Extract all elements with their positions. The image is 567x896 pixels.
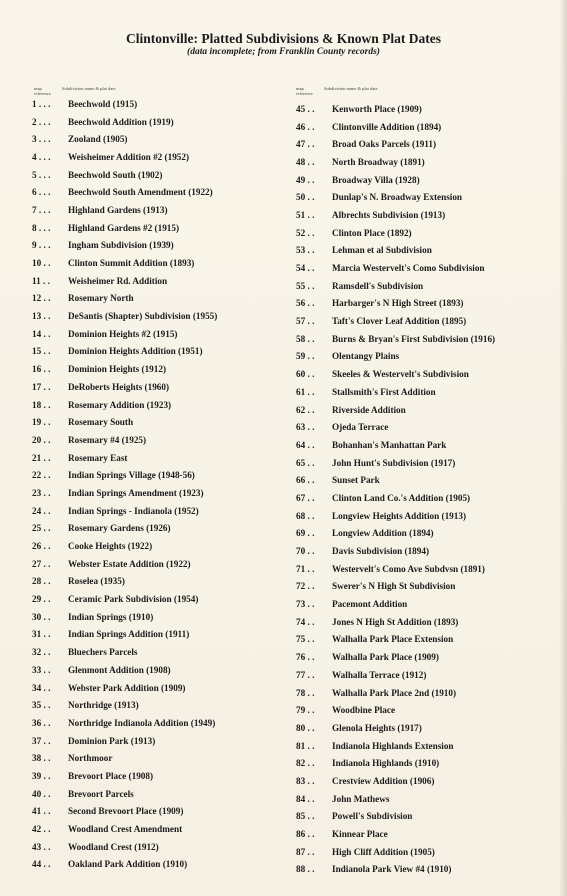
map-reference-number: 45 . . [296,103,315,114]
map-reference-number: 71 . . [296,563,315,574]
map-reference-number: 3 . . . [32,134,51,145]
list-item [296,206,495,224]
subdivision-name: Broad Oaks Parcels (1911) [332,139,437,150]
map-reference-number: 21 . . [32,452,51,463]
list-item [296,754,495,772]
map-reference-number: 47 . . [296,139,315,150]
left-name-label: Subdivision name & plat date [62,86,116,91]
map-reference-number: 14 . . [32,328,51,339]
map-reference-number: 62 . . [296,404,315,415]
map-reference-number: 63 . . [296,422,315,433]
list-item [296,790,495,808]
map-reference-number: 29 . . [32,594,51,605]
subdivision-name: Olentangy Plains [332,351,400,362]
list-item [296,507,495,525]
map-reference-number: 59 . . [296,351,315,362]
map-reference-number: 35 . . [32,700,51,711]
subdivision-name: Ingham Subdivision (1939) [68,240,174,251]
subdivision-name: Beechwold South (1902) [68,169,163,180]
subdivision-name: Clintonville Addition (1894) [332,121,442,132]
list-item [32,732,217,750]
list-item [32,466,217,484]
list-item [296,525,495,543]
map-reference-number: 19 . . [32,417,51,428]
map-reference-number: 72 . . [296,581,315,592]
map-reference-number: 51 . . [296,209,315,220]
list-item [32,148,217,166]
subdivision-name: Clinton Land Co.'s Addition (1905) [332,492,471,503]
list-item [32,396,217,414]
map-reference-number: 61 . . [296,386,315,397]
map-reference-number: 69 . . [296,528,315,539]
right-name-label: Subdivision name & plat date [324,86,378,91]
list-item [32,272,217,290]
map-reference-number: 32 . . [32,647,51,658]
list-item [32,856,217,874]
subdivision-name: Davis Subdivision (1894) [332,546,430,557]
list-item [32,803,217,821]
map-reference-number: 70 . . [296,546,315,557]
map-reference-number: 23 . . [32,487,51,498]
list-item [296,861,495,879]
map-reference-number: 46 . . [296,121,315,132]
list-item [32,325,217,343]
list-item [32,95,217,113]
subdivision-name: Northridge (1913) [68,700,139,711]
list-item [32,679,217,697]
list-item [32,360,217,378]
list-item [296,471,495,489]
subdivision-name: Highland Gardens #2 (1915) [68,222,180,233]
map-reference-number: 87 . . [296,846,315,857]
subdivision-name: Lehman et al Subdivision [332,245,432,256]
subdivision-name: Webster Estate Addition (1922) [68,558,191,569]
map-reference-number: 25 . . [32,523,51,534]
right-subdivision-list [296,100,495,878]
list-item [32,502,217,520]
map-reference-number: 84 . . [296,793,315,804]
subdivision-name: Rosemary East [68,452,128,463]
map-reference-number: 43 . . [32,841,51,852]
subdivision-name: Sunset Park [332,475,380,486]
list-item [296,348,495,366]
subdivision-name: Indianola Highlands (1910) [332,758,440,769]
list-item [32,767,217,785]
map-reference-number: 2 . . . [32,116,51,127]
subdivision-name: Dominion Park (1913) [68,735,156,746]
subdivision-name: Rosemary South [68,417,134,428]
map-reference-number: 7 . . . [32,204,51,215]
subdivision-name: Bohanhan's Manhattan Park [332,439,447,450]
subdivision-name: Longview Heights Addition (1913) [332,510,466,521]
map-reference-number: 33 . . [32,664,51,675]
list-item [32,573,217,591]
subdivision-name: Glenola Heights (1917) [332,722,422,733]
subdivision-name: Woodbine Place [332,705,396,716]
subdivision-name: Clinton Place (1892) [332,227,412,238]
subdivision-name: Stallsmith's First Addition [332,386,436,397]
list-item [296,454,495,472]
subdivision-name: Second Brevoort Place (1909) [68,806,184,817]
list-item [296,719,495,737]
subdivision-name: Dominion Heights Addition (1951) [68,346,203,357]
map-reference-number: 9 . . . [32,240,51,251]
list-item [32,537,217,555]
map-reference-number: 40 . . [32,788,51,799]
subdivision-name: Pacemont Addition [332,599,408,610]
list-item [296,118,495,136]
map-reference-number: 50 . . [296,192,315,203]
list-item [296,135,495,153]
map-reference-number: 24 . . [32,505,51,516]
list-item [32,590,217,608]
subdivision-name: Kenworth Place (1909) [332,103,422,114]
subdivision-name: Clinton Summit Addition (1893) [68,258,195,269]
list-item [32,166,217,184]
subdivision-name: Webster Park Addition (1909) [68,682,186,693]
list-item [32,820,217,838]
list-item [296,542,495,560]
page-subtitle: (data incomplete; from Franklin County records) [187,47,380,57]
list-item [296,666,495,684]
map-reference-number: 85 . . [296,811,315,822]
map-reference-number: 77 . . [296,669,315,680]
subdivision-name: Walhalla Park Place Extension [332,634,454,645]
subdivision-name: Indian Springs (1910) [68,611,154,622]
map-reference-number: 68 . . [296,510,315,521]
map-reference-number: 86 . . [296,829,315,840]
subdivision-name: Beechwold (1915) [68,98,138,109]
map-reference-number: 10 . . [32,258,51,269]
list-item [296,701,495,719]
subdivision-name: Riverside Addition [332,404,406,415]
list-item [32,838,217,856]
subdivision-name: Woodland Crest Amendment [68,824,183,835]
list-item [296,843,495,861]
list-item [32,130,217,148]
subdivision-name: Dominion Heights (1912) [68,364,167,375]
map-reference-number: 57 . . [296,316,315,327]
map-reference-number: 11 . . [32,275,50,286]
map-reference-number: 83 . . [296,775,315,786]
map-reference-number: 79 . . [296,705,315,716]
map-reference-number: 44 . . [32,859,51,870]
subdivision-name: Harbarger's N High Street (1893) [332,298,464,309]
subdivision-name: Cooke Heights (1922) [68,541,153,552]
subdivision-name: Oakland Park Addition (1910) [68,859,188,870]
subdivision-name: Indianola Highlands Extension [332,740,454,751]
list-item [32,449,217,467]
right-column-header [296,86,378,96]
subdivision-name: Rosemary #4 (1925) [68,434,147,445]
map-reference-number: 39 . . [32,770,51,781]
list-item [296,401,495,419]
list-item [296,578,495,596]
map-reference-number: 55 . . [296,280,315,291]
subdivision-name: Rosemary Gardens (1926) [68,523,171,534]
list-item [296,330,495,348]
subdivision-name: Roselea (1935) [68,576,125,587]
list-item [296,171,495,189]
list-item [32,643,217,661]
subdivision-name: Walhalla Park Place (1909) [332,652,439,663]
subdivision-name: Zooland (1905) [68,134,128,145]
subdivision-name: Rosemary Addition (1923) [68,399,172,410]
list-item [296,242,495,260]
subdivision-name: Kinnear Place [332,829,388,840]
map-reference-number: 64 . . [296,439,315,450]
page-edge-shadow [559,0,567,896]
list-item [296,295,495,313]
map-reference-number: 16 . . [32,364,51,375]
map-reference-number: 73 . . [296,599,315,610]
list-item [32,413,217,431]
subdivision-name: Westervelt's Como Ave Subdvsn (1891) [332,563,485,574]
subdivision-name: Dominion Heights #2 (1915) [68,328,178,339]
list-item [296,648,495,666]
map-reference-number: 31 . . [32,629,51,640]
map-reference-number: 30 . . [32,611,51,622]
list-item [32,113,217,131]
map-reference-number: 74 . . [296,616,315,627]
list-item [296,560,495,578]
list-item [296,631,495,649]
map-reference-number: 1 . . . [32,98,51,109]
subdivision-name: Beechwold Addition (1919) [68,116,174,127]
subdivision-name: Ramsdell's Subdivision [332,280,424,291]
subdivision-name: North Broadway (1891) [332,156,425,167]
map-reference-number: 6 . . . [32,187,51,198]
subdivision-name: Longview Addition (1894) [332,528,434,539]
subdivision-name: Northridge Indianola Addition (1949) [68,717,216,728]
subdivision-name: Dunlap's N. Broadway Extension [332,192,463,203]
list-item [296,365,495,383]
map-reference-number: 8 . . . [32,222,51,233]
list-item [32,626,217,644]
map-reference-number: 15 . . [32,346,51,357]
list-item [32,219,217,237]
map-reference-number: 54 . . [296,263,315,274]
list-item [296,808,495,826]
map-reference-number: 58 . . [296,333,315,344]
subdivision-name: Taft's Clover Leaf Addition (1895) [332,316,467,327]
subdivision-name: John Hunt's Subdivision (1917) [332,457,456,468]
subdivision-name: Swerer's N High St Subdivision [332,581,456,592]
subdivision-name: Bluechers Parcels [68,647,138,658]
subdivision-name: Broadway Villa (1928) [332,174,420,185]
list-item [296,772,495,790]
list-item [32,183,217,201]
subdivision-name: DeRoberts Heights (1960) [68,381,170,392]
map-reference-number: 22 . . [32,470,51,481]
subdivision-name: Albrechts Subdivision (1913) [332,209,446,220]
subdivision-name: Indian Springs Village (1948-56) [68,470,195,481]
subdivision-name: Brevoort Place (1908) [68,770,154,781]
map-reference-number: 80 . . [296,722,315,733]
list-item [32,608,217,626]
list-item [32,378,217,396]
subdivision-name: Brevoort Parcels [68,788,134,799]
subdivision-name: Northmoor [68,753,113,764]
map-reference-number: 52 . . [296,227,315,238]
list-item [296,312,495,330]
map-reference-number: 75 . . [296,634,315,645]
map-reference-number: 37 . . [32,735,51,746]
list-item [296,613,495,631]
list-item [296,684,495,702]
map-reference-number: 20 . . [32,434,51,445]
list-item [296,224,495,242]
subdivision-name: Skeeles & Westervelt's Subdivision [332,369,469,380]
map-reference-number: 88 . . [296,864,315,875]
left-subdivision-list [32,95,217,873]
subdivision-name: Indian Springs - Indianola (1952) [68,505,199,516]
list-item [32,696,217,714]
page-title: Clintonville: Platted Subdivisions & Known Plat Dates [125,31,442,46]
list-item [32,555,217,573]
map-reference-number: 12 . . [32,293,51,304]
map-reference-number: 60 . . [296,369,315,380]
subdivision-name: Glenmont Addition (1908) [68,664,171,675]
list-item [296,436,495,454]
map-reference-number: 49 . . [296,174,315,185]
left-ref-label: map reference [34,86,51,96]
list-item [296,489,495,507]
subdivision-name: Ojeda Terrace [332,422,389,433]
list-item [296,383,495,401]
list-item [296,737,495,755]
list-item [32,290,217,308]
map-reference-number: 65 . . [296,457,315,468]
list-item [32,431,217,449]
subdivision-name: Weisheimer Rd. Addition [68,275,168,286]
map-reference-number: 53 . . [296,245,315,256]
subdivision-name: Crestview Addition (1906) [332,775,435,786]
map-reference-number: 5 . . . [32,169,51,180]
subdivision-name: Beechwold South Amendment (1922) [68,187,213,198]
subdivision-name: Walhalla Terrace (1912) [332,669,427,680]
map-reference-number: 36 . . [32,717,51,728]
map-reference-number: 26 . . [32,541,51,552]
map-reference-number: 34 . . [32,682,51,693]
list-item [296,595,495,613]
subdivision-name: Burns & Bryan's First Subdivision (1916) [332,333,496,344]
right-ref-label: map reference [296,86,313,96]
map-reference-number: 18 . . [32,399,51,410]
subdivision-name: Walhalla Park Place 2nd (1910) [332,687,457,698]
map-reference-number: 41 . . [32,806,51,817]
list-item [32,343,217,361]
list-item [32,254,217,272]
subdivision-name: Powell's Subdivision [332,811,413,822]
subdivision-name: Indian Springs Addition (1911) [68,629,190,640]
list-item [296,100,495,118]
list-item [32,307,217,325]
subdivision-name: Indian Springs Amendment (1923) [68,487,204,498]
list-item [32,520,217,538]
map-reference-number: 17 . . [32,381,51,392]
list-item [32,201,217,219]
list-item [32,484,217,502]
map-reference-number: 76 . . [296,652,315,663]
map-reference-number: 82 . . [296,758,315,769]
list-item [296,153,495,171]
map-reference-number: 13 . . [32,311,51,322]
subdivision-name: Weisheimer Addition #2 (1952) [68,151,190,162]
subdivision-name: Indianola Park View #4 (1910) [332,864,452,875]
subdivision-name: Highland Gardens (1913) [68,204,168,215]
subdivision-name: Jones N High St Addition (1893) [332,616,459,627]
subdivision-name: Woodland Crest (1912) [68,841,159,852]
list-item [32,785,217,803]
subdivision-name: Rosemary North [68,293,134,304]
map-reference-number: 81 . . [296,740,315,751]
subdivision-name: John Mathews [332,793,390,804]
map-reference-number: 38 . . [32,753,51,764]
map-reference-number: 42 . . [32,824,51,835]
subdivision-name: Marcia Westervelt's Como Subdivision [332,263,485,274]
map-reference-number: 56 . . [296,298,315,309]
subdivision-name: DeSantis (Shapter) Subdivision (1955) [68,311,218,322]
list-item [32,749,217,767]
map-reference-number: 28 . . [32,576,51,587]
list-item [32,714,217,732]
map-reference-number: 67 . . [296,492,315,503]
map-reference-number: 27 . . [32,558,51,569]
map-reference-number: 48 . . [296,156,315,167]
list-item [296,418,495,436]
map-reference-number: 66 . . [296,475,315,486]
map-reference-number: 4 . . . [32,151,51,162]
list-item [296,825,495,843]
list-item [32,237,217,255]
list-item [296,259,495,277]
map-reference-number: 78 . . [296,687,315,698]
list-item [32,661,217,679]
subdivision-name: Ceramic Park Subdivision (1954) [68,594,199,605]
list-item [296,188,495,206]
list-item [296,277,495,295]
subdivision-name: High Cliff Addition (1905) [332,846,435,857]
